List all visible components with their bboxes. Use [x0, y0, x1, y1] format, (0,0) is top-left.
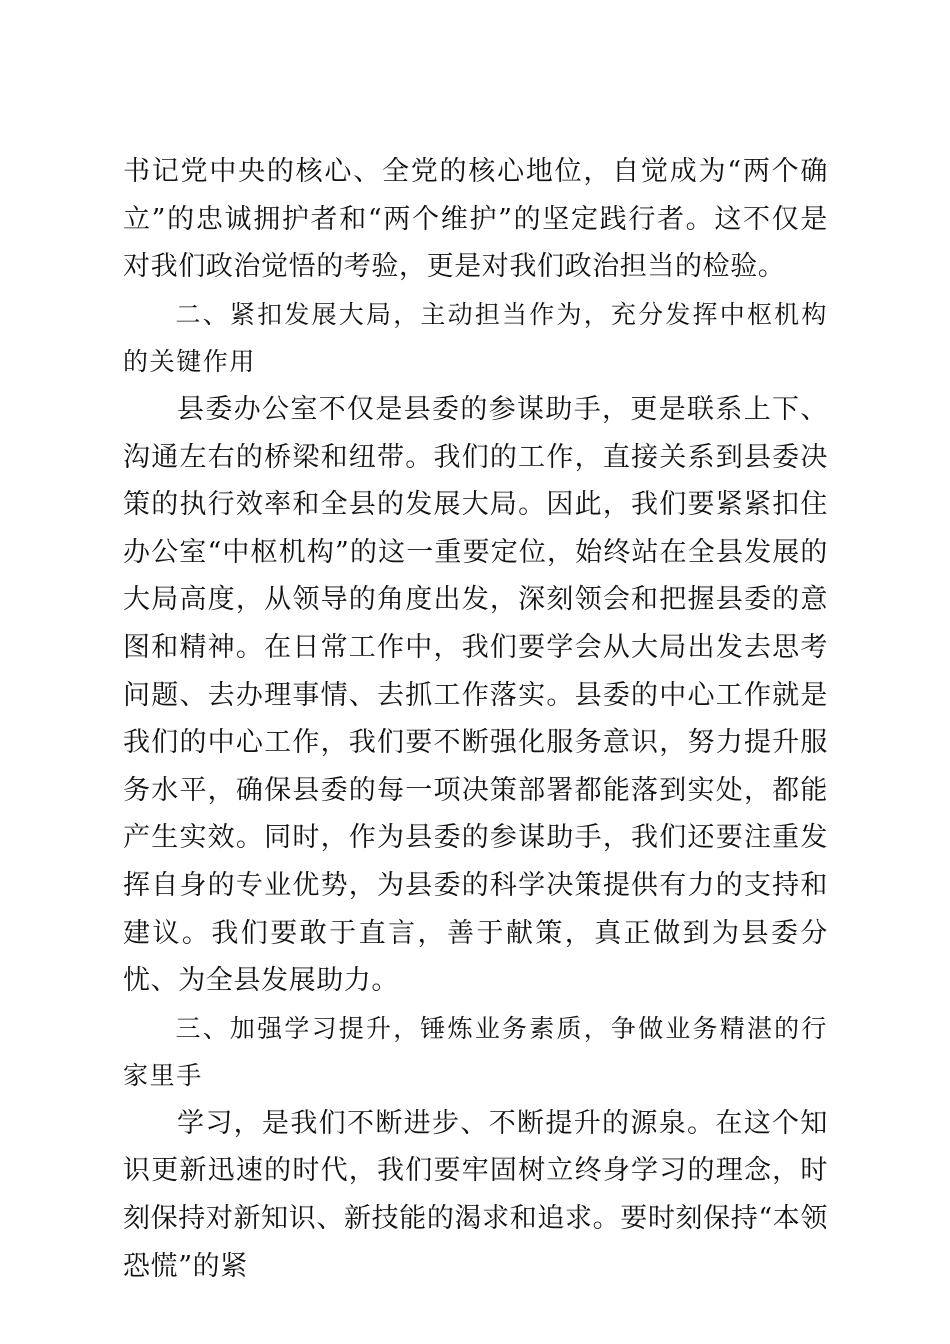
section-heading-3: 三、加强学习提升，锤炼业务素质，争做业务精湛的行家里手: [123, 1013, 828, 1091]
paragraph-body: 学习，是我们不断进步、不断提升的源泉。在这个知识更新迅速的时代，我们要牢固树立终身学习的理念，时刻保持对新知识、新技能的渴求和追求。要时刻保持“本领恐慌”的紧: [123, 1107, 828, 1282]
section-heading-2: 二、紧扣发展大局，主动担当作为，充分发挥中枢机构的关键作用: [123, 299, 828, 377]
paragraph-continuation: 书记党中央的核心、全党的核心地位，自觉成为“两个确立”的忠诚拥护者和“两个维护”的坚定践行者。这不仅是对我们政治觉悟的考验，更是对我们政治担当的检验。: [123, 156, 828, 283]
paragraph-body: 县委办公室不仅是县委的参谋助手，更是联系上下、沟通左右的桥梁和纽带。我们的工作，直接关系到县委决策的执行效率和全县的发展大局。因此，我们要紧紧扣住办公室“中枢机构”的这一重要定位，始终站在全县发展的大局高度，从领导的角度出发，深刻领会和把握县委的意图和精神。在日常工作中，我们要学会从大局出发去思考问题、去办理事情、去抓工作落实。县委的中心工作就是我们的中心工作，我们要不断强化服务意识，努力提升服务水平，确保县委的每一项决策部署都能落到实处，都能产生实效。同时，作为县委的参谋助手，我们还要注重发挥自身的专业优势，为县委的科学决策提供有力的支持和建议。我们要敢于直言，善于献策，真正做到为县委分忧、为全县发展助力。: [123, 393, 828, 997]
document-body: [123, 148, 828, 1290]
